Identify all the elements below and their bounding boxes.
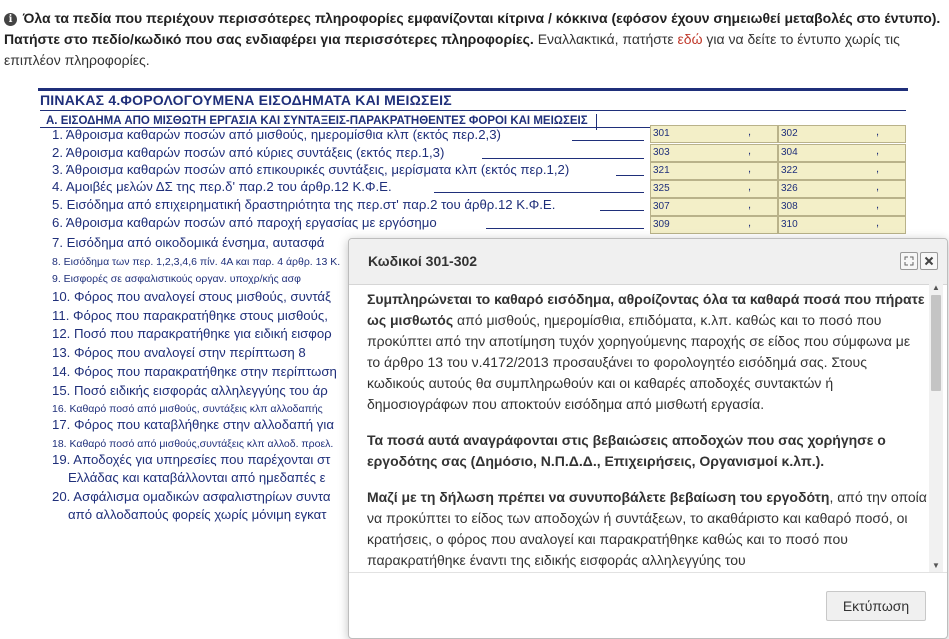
dialog-scrollbar[interactable] bbox=[929, 281, 943, 572]
code-box-308[interactable]: 308 , bbox=[778, 198, 906, 216]
code-box-326[interactable]: 326 , bbox=[778, 180, 906, 198]
form-row: 8. Εισόδημα των περ. 1,2,3,4,6 πίν. 4Α και παρ. 4 άρθρ. 13 Κ. bbox=[52, 256, 341, 268]
form-fill-line bbox=[600, 210, 644, 211]
code-box-303[interactable]: 303 , bbox=[650, 144, 778, 162]
code-box-322[interactable]: 322 , bbox=[778, 162, 906, 180]
scroll-up-icon[interactable]: ▲ bbox=[932, 283, 940, 292]
code-box-307[interactable]: 307 , bbox=[650, 198, 778, 216]
form-row: 11. Φόρος που παρακρατήθηκε στους μισθούς, bbox=[52, 308, 328, 323]
form-row: 6. Άθροισμα καθαρών ποσών από παροχή εργασίας με εργόσημο bbox=[52, 215, 437, 230]
form-row: 17. Φόρος που καταβλήθηκε στην αλλοδαπή για bbox=[52, 417, 334, 432]
dialog-paragraph-3: Μαζί με τη δήλωση πρέπει να συνυποβάλετε βεβαίωση του εργοδότη, από την οποία να προκύπτει το είδος των αποδοχών ή συντάξεων, το ακαθάριστο και καθαρό ποσό, οι κρατήσεις, ο φόρος που αναλογεί και παρακρατήθηκε καθώς και το ποσό που παρακρατήθηκε έναντι της ειδικής εισφοράς αλληλεγγύης του bbox=[367, 489, 927, 568]
here-link[interactable]: εδώ bbox=[677, 31, 703, 47]
form-row: 4. Αμοιβές μελών ΔΣ της περ.δ' παρ.2 του άρθρ.12 Κ.Φ.Ε. bbox=[52, 179, 392, 194]
form-section-title: Α. ΕΙΣΟΔΗΜΑ ΑΠΟ ΜΙΣΘΩΤΗ ΕΡΓΑΣΙΑ ΚΑΙ ΣΥΝΤΑΞΕΙΣ-ΠΑΡΑΚΡΑΤΗΘΕΝΤΕΣ ΦΟΡΟΙ ΚΑΙ ΜΕΙΩΣΕΙΣ bbox=[40, 110, 906, 128]
form-row: 3. Άθροισμα καθαρών ποσών από επικουρικές συντάξεις, μερίσματα κλπ (εκτός περ.1,2) bbox=[52, 162, 570, 177]
close-icon[interactable] bbox=[920, 252, 938, 270]
form-row: 5. Εισόδημα από επιχειρηματική δραστηριότητα της περ.στ' παρ.2 του άρθρ.12 Κ.Φ.Ε. bbox=[52, 197, 556, 212]
form-row: 19. Αποδοχές για υπηρεσίες που παρέχονται στ bbox=[52, 452, 331, 467]
intro-text bbox=[4, 8, 944, 71]
info-circle-icon: i bbox=[4, 13, 17, 26]
dialog-title: Κωδικοί 301-302 bbox=[368, 253, 478, 269]
expand-icon[interactable] bbox=[900, 252, 918, 270]
scroll-thumb[interactable] bbox=[931, 295, 941, 391]
code-box-321[interactable]: 321 , bbox=[650, 162, 778, 180]
form-row: 1. Άθροισμα καθαρών ποσών από μισθούς, ημερομίσθια κλπ (εκτός περ.2,3) bbox=[52, 127, 501, 142]
form-row: 15. Ποσό ειδικής εισφοράς αλληλεγγύης του άρ bbox=[52, 383, 328, 398]
code-box-304[interactable]: 304 , bbox=[778, 144, 906, 162]
intro-bold: Όλα τα πεδία που περιέχουν περισσότερες πληροφορίες εμφανίζονται κίτρινα / κόκκινα (εφόσον έχουν σημειωθεί μεταβολές στο έντυπο). Πατήστε στο πεδίο/κωδικό που σας ενδιαφέρει για περισσότερες πληροφορίες. bbox=[4, 10, 941, 47]
code-box-310[interactable]: 310 , bbox=[778, 216, 906, 234]
dialog-footer-divider bbox=[349, 572, 947, 573]
form-fill-line bbox=[482, 158, 644, 159]
form-fill-line bbox=[572, 140, 644, 141]
form-fill-line bbox=[486, 228, 644, 229]
form-table-title: ΠΙΝΑΚΑΣ 4.ΦΟΡΟΛΟΓΟΥΜΕΝΑ ΕΙΣΟΔΗΜΑΤΑ ΚΑΙ ΜΕΙΩΣΕΙΣ bbox=[40, 92, 452, 108]
dialog-paragraph-1: Συμπληρώνεται το καθαρό εισόδημα, αθροίζοντας όλα τα καθαρά ποσά που πήρατε ως μισθωτός από μισθούς, ημερομίσθια, επιδόματα, κ.λπ. καθώς και το ποσό που προκύπτει από την αποτίμηση τυχόν χορηγούμενης παροχής σε είδος που σύμφωνα με το άρθρο 13 του ν.4172/2013 προσαυξάνει το φορολογητέο εισόδημά σας. Στους κωδικούς αυτούς θα συμπληρωθούν και οι καθαρές αποδοχές συντακτών ή δημοσιογράφων που αποκτούν εισόδημα από μισθωτή εργασία. bbox=[367, 291, 925, 412]
code-box-325[interactable]: 325 , bbox=[650, 180, 778, 198]
scroll-down-icon[interactable]: ▼ bbox=[932, 561, 940, 570]
intro-normal-before: Εναλλακτικά, πατήστε bbox=[533, 31, 678, 47]
dialog-body bbox=[367, 289, 927, 571]
print-button[interactable]: Εκτύπωση bbox=[826, 591, 926, 621]
intro-normal-after: για να δείτε το έντυπο χωρίς τις επιπλέον πληροφορίες. bbox=[4, 31, 900, 68]
form-row: 18. Καθαρό ποσό από μισθούς,συντάξεις κλπ αλλοδ. προελ. bbox=[52, 438, 334, 450]
form-row: 20. Ασφάλισμα ομαδικών ασφαλιστηρίων συντα bbox=[52, 489, 331, 504]
form-row: Ελλάδας και καταβάλλονται από ημεδαπές ε bbox=[68, 470, 326, 485]
form-fill-line bbox=[434, 192, 644, 193]
info-dialog bbox=[348, 238, 948, 639]
form-row: 7. Εισόδημα από οικοδομικά ένσημα, αυτασφά bbox=[52, 235, 325, 250]
form-row: 16. Καθαρό ποσό από μισθούς, συντάξεις κλπ αλλοδαπής bbox=[52, 403, 323, 415]
code-box-302[interactable]: 302 , bbox=[778, 125, 906, 143]
form-row: 2. Άθροισμα καθαρών ποσών από κύριες συντάξεις (εκτός περ.1,3) bbox=[52, 145, 445, 160]
form-row: 9. Εισφορές σε ασφαλιστικούς οργαν. υποχρ/κής ασφ bbox=[52, 273, 301, 285]
code-box-309[interactable]: 309 , bbox=[650, 216, 778, 234]
form-fill-line bbox=[616, 175, 644, 176]
code-box-301[interactable]: 301 , bbox=[650, 125, 778, 143]
form-row: 12. Ποσό που παρακρατήθηκε για ειδική εισφορ bbox=[52, 326, 332, 341]
form-row: 10. Φόρος που αναλογεί στους μισθούς, συντάξ bbox=[52, 289, 331, 304]
form-top-rule bbox=[38, 88, 908, 91]
form-row: από αλλοδαπούς φορείς χωρίς μόνιμη εγκατ bbox=[68, 507, 327, 522]
form-row: 14. Φόρος που παρακρατήθηκε στην περίπτωση bbox=[52, 364, 337, 379]
form-row: 13. Φόρος που αναλογεί στην περίπτωση 8 bbox=[52, 345, 306, 360]
dialog-paragraph-2: Τα ποσά αυτά αναγράφονται στις βεβαιώσεις αποδοχών που σας χορήγησε ο εργοδότης σας (Δημόσιο, Ν.Π.Δ.Δ., Επιχειρήσεις, Οργανισμοί κ.λπ.). bbox=[367, 432, 886, 469]
dialog-header bbox=[349, 239, 947, 285]
